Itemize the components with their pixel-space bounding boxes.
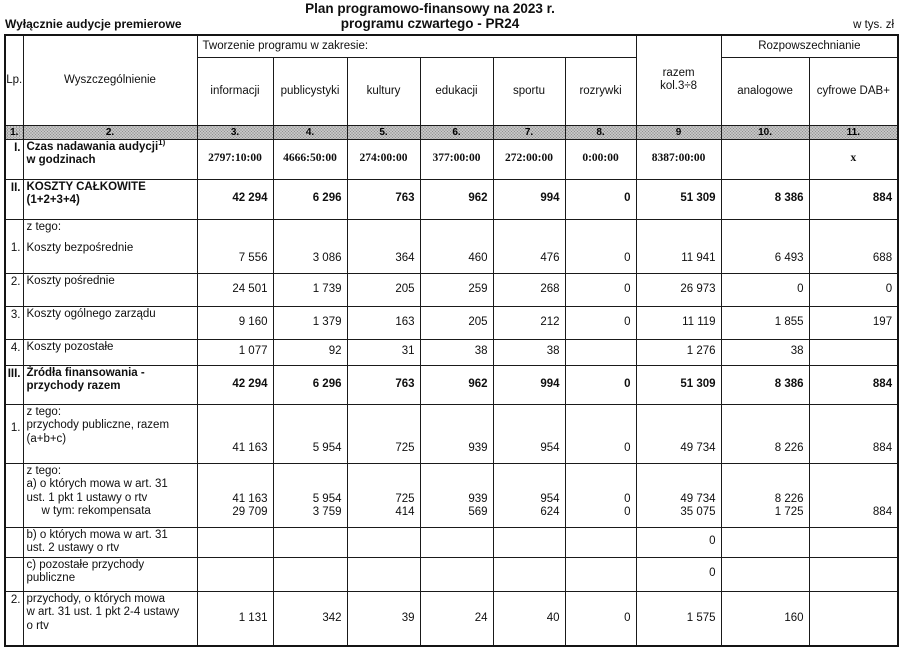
value-cell — [197, 557, 273, 591]
value-cell: 8387:00:00 — [636, 139, 721, 179]
value-cell: 7 556 — [197, 219, 273, 273]
value-cell: 939 — [420, 404, 493, 463]
row-sublabel: z tego: — [26, 220, 62, 233]
value-cell: 0 — [565, 306, 636, 339]
value-cell: 6 296 — [273, 365, 347, 404]
value-cell: 342 — [273, 591, 347, 646]
value-cell: 884 — [809, 463, 898, 527]
col-header-publicystyki: publicystyki — [273, 57, 347, 125]
header-row-groups — [5, 35, 898, 57]
table-row — [5, 179, 898, 219]
value-cell — [565, 527, 636, 557]
row-label-line: ust. 1 pkt 1 ustawy o rtv — [26, 491, 148, 504]
value-cell — [565, 557, 636, 591]
value-cell — [809, 591, 898, 646]
value-cell — [809, 557, 898, 591]
col-header-rozrywki: rozrywki — [565, 57, 636, 125]
row-label-line: KOSZTY CAŁKOWITE — [26, 180, 146, 193]
value-cell: 460 — [420, 219, 493, 273]
value-cell: 212 — [493, 306, 565, 339]
value-cell: 763 — [347, 179, 420, 219]
row-label-line: Koszty ogólnego zarządu — [26, 307, 156, 320]
value-cell: 26 973 — [636, 273, 721, 306]
page-title — [150, 1, 710, 31]
row-label — [23, 219, 197, 273]
value-cell — [347, 557, 420, 591]
value-cell: 197 — [809, 306, 898, 339]
value-cell: 5 954 — [273, 404, 347, 463]
value-cell — [273, 527, 347, 557]
row-label-line: (a+b+c) — [26, 432, 67, 445]
value-cell: 0:00:00 — [565, 139, 636, 179]
value-cell: 11 941 — [636, 219, 721, 273]
value-cell — [347, 527, 420, 557]
value-cell: 42 294 — [197, 179, 273, 219]
row-label — [23, 591, 197, 646]
value-cell: 38 — [721, 339, 809, 365]
value-cell: 364 — [347, 219, 420, 273]
value-cell: 954 624 — [493, 463, 565, 527]
plan-table — [4, 34, 899, 647]
row-label-line: Koszty pośrednie — [26, 274, 115, 287]
value-cell — [493, 527, 565, 557]
table-row — [5, 365, 898, 404]
value-cell: 0 — [636, 527, 721, 557]
row-number: 1. — [5, 404, 23, 463]
row-number — [5, 557, 23, 591]
value-cell: 725 — [347, 404, 420, 463]
table-row — [5, 591, 898, 646]
value-cell: 4666:50:00 — [273, 139, 347, 179]
column-number: 1. — [5, 125, 23, 139]
value-cell: 688 — [809, 219, 898, 273]
distribution-group-header: Rozpowszechnianie — [721, 35, 898, 57]
value-cell: 160 — [721, 591, 809, 646]
value-cell: 1 379 — [273, 306, 347, 339]
row-label — [23, 365, 197, 404]
row-label-line: przychody razem — [26, 380, 121, 392]
row-number: 2. — [5, 591, 23, 646]
value-cell: 8 226 1 725 — [721, 463, 809, 527]
value-cell: 0 — [565, 219, 636, 273]
row-label-line: w art. 31 ust. 1 pkt 2-4 ustawy — [26, 606, 180, 618]
row-label — [23, 306, 197, 339]
value-cell: 8 386 — [721, 179, 809, 219]
value-cell — [721, 527, 809, 557]
value-cell — [493, 557, 565, 591]
value-cell: 0 — [721, 273, 809, 306]
total-col-line2: kol.3÷8 — [660, 80, 698, 93]
row-label-line: Koszty pozostałe — [26, 340, 114, 353]
row-label-line: ust. 2 ustawy o rtv — [26, 542, 120, 554]
value-cell: 725 414 — [347, 463, 420, 527]
column-number: 5. — [347, 125, 420, 139]
value-cell: 0 — [565, 591, 636, 646]
value-cell — [565, 339, 636, 365]
value-cell: 205 — [347, 273, 420, 306]
value-cell: 274:00:00 — [347, 139, 420, 179]
value-cell: 24 501 — [197, 273, 273, 306]
row-number: 3. — [5, 306, 23, 339]
total-col-header — [636, 35, 721, 125]
value-cell: 1 131 — [197, 591, 273, 646]
unit-note: w tys. zł — [853, 19, 894, 31]
table-row — [5, 557, 898, 591]
value-cell: 1 739 — [273, 273, 347, 306]
creation-group-header: Tworzenie programu w zakresie: — [197, 35, 636, 57]
value-cell — [809, 527, 898, 557]
value-cell: 476 — [493, 219, 565, 273]
row-label-line: w godzinach — [26, 154, 96, 166]
row-number: 4. — [5, 339, 23, 365]
value-cell — [721, 557, 809, 591]
row-label — [23, 179, 197, 219]
row-label-line: Źródła finansowania - — [26, 366, 145, 379]
value-cell: 31 — [347, 339, 420, 365]
value-cell: 884 — [809, 179, 898, 219]
value-cell: 884 — [809, 404, 898, 463]
value-cell: 38 — [493, 339, 565, 365]
column-number: 6. — [420, 125, 493, 139]
value-cell: 163 — [347, 306, 420, 339]
value-cell: 41 163 — [197, 404, 273, 463]
row-number: 2. — [5, 273, 23, 306]
row-label-line: c) pozostałe przychody — [26, 558, 145, 571]
column-number: 11. — [809, 125, 898, 139]
value-cell: 1 077 — [197, 339, 273, 365]
value-cell: 5 954 3 759 — [273, 463, 347, 527]
column-number: 7. — [493, 125, 565, 139]
row-label — [23, 557, 197, 591]
value-cell: 994 — [493, 365, 565, 404]
value-cell — [809, 339, 898, 365]
row-number — [5, 463, 23, 527]
row-sublabel: z tego: — [26, 405, 62, 418]
col-header-sportu: sportu — [493, 57, 565, 125]
value-cell — [420, 527, 493, 557]
value-cell: 0 — [565, 365, 636, 404]
column-number: 2. — [23, 125, 197, 139]
value-cell: 1 276 — [636, 339, 721, 365]
row-label — [23, 339, 197, 365]
value-cell: 0 — [565, 404, 636, 463]
col-header-edukacji: edukacji — [420, 57, 493, 125]
value-cell: 51 309 — [636, 179, 721, 219]
value-cell: 939 569 — [420, 463, 493, 527]
value-cell: 6 493 — [721, 219, 809, 273]
table-row — [5, 219, 898, 273]
value-cell: 1 855 — [721, 306, 809, 339]
value-cell: 1 575 — [636, 591, 721, 646]
row-label-line: (1+2+3+4) — [26, 194, 80, 206]
value-cell: 268 — [493, 273, 565, 306]
footnote-marker: 1) — [158, 139, 166, 147]
value-cell: 49 734 — [636, 404, 721, 463]
table-row — [5, 463, 898, 527]
value-cell: 8 386 — [721, 365, 809, 404]
value-cell: 259 — [420, 273, 493, 306]
value-cell: 962 — [420, 179, 493, 219]
column-number: 8. — [565, 125, 636, 139]
value-cell: 962 — [420, 365, 493, 404]
value-cell — [197, 527, 273, 557]
value-cell: 49 734 35 075 — [636, 463, 721, 527]
value-cell: 8 226 — [721, 404, 809, 463]
table-body — [5, 139, 898, 646]
row-sublabel: z tego: — [26, 464, 62, 477]
value-cell: 0 — [636, 557, 721, 591]
value-cell: 42 294 — [197, 365, 273, 404]
col-header-cyfrowe-dab: cyfrowe DAB+ — [809, 57, 898, 125]
value-cell: 205 — [420, 306, 493, 339]
total-col-line1: razem — [662, 67, 695, 80]
column-number-row — [5, 125, 898, 139]
table-row — [5, 339, 898, 365]
value-cell: 884 — [809, 365, 898, 404]
table-row — [5, 306, 898, 339]
row-number: II. — [5, 179, 23, 219]
value-cell: 51 309 — [636, 365, 721, 404]
row-number: III. — [5, 365, 23, 404]
row-number — [5, 527, 23, 557]
value-cell: 0 — [565, 273, 636, 306]
row-label-line: a) o których mowa w art. 31 — [26, 478, 168, 490]
row-label-line: o rtv — [26, 619, 49, 632]
value-cell: 6 296 — [273, 179, 347, 219]
value-cell: 92 — [273, 339, 347, 365]
lp-header: Lp. — [5, 35, 23, 125]
row-label-line: Koszty bezpośrednie — [26, 242, 134, 254]
col-header-informacji: informacji — [197, 57, 273, 125]
row-label-line: b) o których mowa w art. 31 — [26, 528, 168, 541]
row-label-line: w tym: rekompensata — [41, 505, 151, 517]
specification-header: Wyszczególnienie — [23, 35, 197, 125]
row-label-line: przychody publiczne, razem — [26, 419, 170, 431]
value-cell: 763 — [347, 365, 420, 404]
table-row — [5, 404, 898, 463]
row-label — [23, 273, 197, 306]
value-cell: 9 160 — [197, 306, 273, 339]
value-cell: x — [809, 139, 898, 179]
value-cell: 377:00:00 — [420, 139, 493, 179]
row-label — [23, 463, 197, 527]
value-cell: 272:00:00 — [493, 139, 565, 179]
value-cell — [721, 139, 809, 179]
column-number: 3. — [197, 125, 273, 139]
table-row — [5, 273, 898, 306]
value-cell: 11 119 — [636, 306, 721, 339]
value-cell: 954 — [493, 404, 565, 463]
value-cell: 0 — [809, 273, 898, 306]
premiere-note: Wyłącznie audycje premierowe — [5, 17, 182, 31]
page-title-line2: programu czwartego - PR24 — [340, 16, 520, 31]
row-number: I. — [5, 139, 23, 179]
column-number: 9 — [636, 125, 721, 139]
value-cell: 41 163 29 709 — [197, 463, 273, 527]
table-row — [5, 527, 898, 557]
column-number: 10. — [721, 125, 809, 139]
value-cell — [420, 557, 493, 591]
value-cell: 39 — [347, 591, 420, 646]
value-cell: 994 — [493, 179, 565, 219]
value-cell: 40 — [493, 591, 565, 646]
col-header-analogowe: analogowe — [721, 57, 809, 125]
row-label-line: publiczne — [26, 572, 76, 584]
value-cell: 3 086 — [273, 219, 347, 273]
row-label — [23, 404, 197, 463]
row-label-line: przychody, o których mowa — [26, 592, 165, 605]
value-cell: 38 — [420, 339, 493, 365]
column-number: 4. — [273, 125, 347, 139]
value-cell: 2797:10:00 — [197, 139, 273, 179]
row-number: 1. — [5, 219, 23, 273]
row-label — [23, 527, 197, 557]
row-label — [23, 139, 197, 179]
col-header-kultury: kultury — [347, 57, 420, 125]
table-row — [5, 139, 898, 179]
page-title-line1: Plan programowo-finansowy na 2023 r. — [305, 1, 555, 16]
row-label-line: Czas nadawania audycji$^{1)}$ — [26, 139, 166, 153]
value-cell: 24 — [420, 591, 493, 646]
value-cell: 0 — [565, 179, 636, 219]
value-cell — [273, 557, 347, 591]
value-cell: 0 0 — [565, 463, 636, 527]
